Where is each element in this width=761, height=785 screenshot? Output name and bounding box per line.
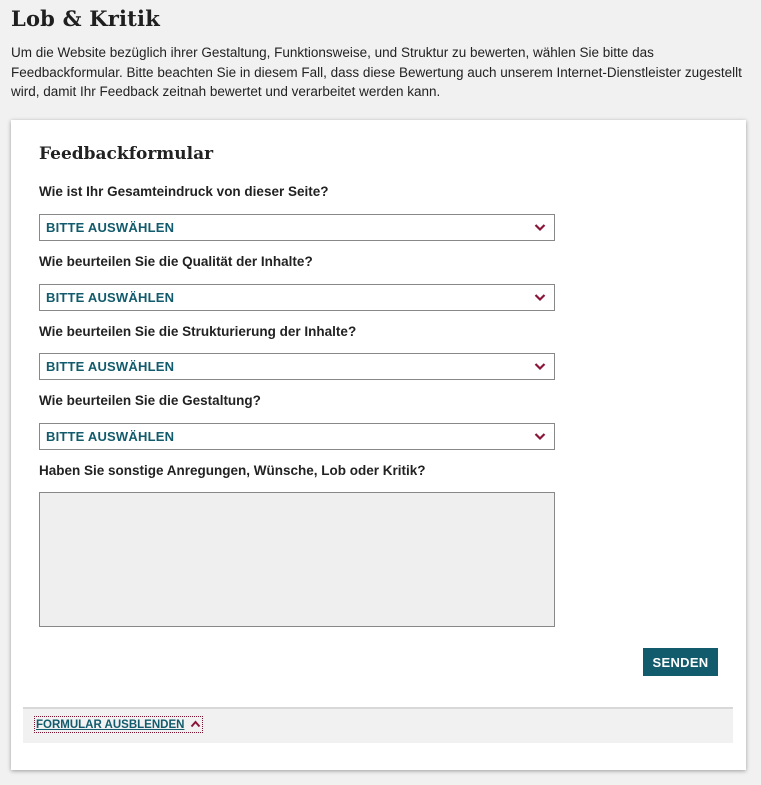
intro-text: Um die Website bezüglich ihrer Gestaltung, Funktionsweise, und Struktur zu bewerten, wählen Sie bitte das Feedbackformular. Bitte beachten Sie in diesem Fall, dass diese Bewertung auch unserem Internet-Dienstleister zugestellt wird, damit Ihr Feedback zeitnah bewertet und verarbeitet werden kann. <box>11 45 742 99</box>
question-label-overall: Wie ist Ihr Gesamteindruck von dieser Seite? <box>39 184 329 199</box>
select-value: BITTE AUSWÄHLEN <box>46 290 175 305</box>
comments-label: Haben Sie sonstige Anregungen, Wünsche, Lob oder Kritik? <box>39 463 426 478</box>
hide-form-label: FORMULAR AUSBLENDEN <box>36 719 185 731</box>
chevron-down-icon <box>534 432 546 441</box>
chevron-down-icon <box>534 362 546 371</box>
select-content-quality[interactable] <box>39 284 555 311</box>
chevron-up-icon <box>190 720 201 728</box>
chevron-down-icon <box>534 223 546 232</box>
question-label-design: Wie beurteilen Sie die Gestaltung? <box>39 393 261 408</box>
select-content-structure[interactable] <box>39 353 555 380</box>
hide-form-link[interactable] <box>34 716 203 733</box>
form-title: Feedbackformular <box>39 144 214 164</box>
select-value: BITTE AUSWÄHLEN <box>46 359 175 374</box>
send-button[interactable]: SENDEN <box>643 648 718 676</box>
form-footer <box>23 707 733 743</box>
chevron-down-icon <box>534 293 546 302</box>
question-label-content-quality: Wie beurteilen Sie die Qualität der Inhalte? <box>39 254 313 269</box>
select-design[interactable] <box>39 423 555 450</box>
select-overall-impression[interactable] <box>39 214 555 241</box>
question-label-content-structure: Wie beurteilen Sie die Strukturierung der Inhalte? <box>39 324 357 339</box>
feedback-form-card <box>11 120 746 770</box>
comments-textarea[interactable] <box>39 492 555 627</box>
page-title: Lob & Kritik <box>11 6 160 31</box>
select-value: BITTE AUSWÄHLEN <box>46 220 175 235</box>
select-value: BITTE AUSWÄHLEN <box>46 429 175 444</box>
